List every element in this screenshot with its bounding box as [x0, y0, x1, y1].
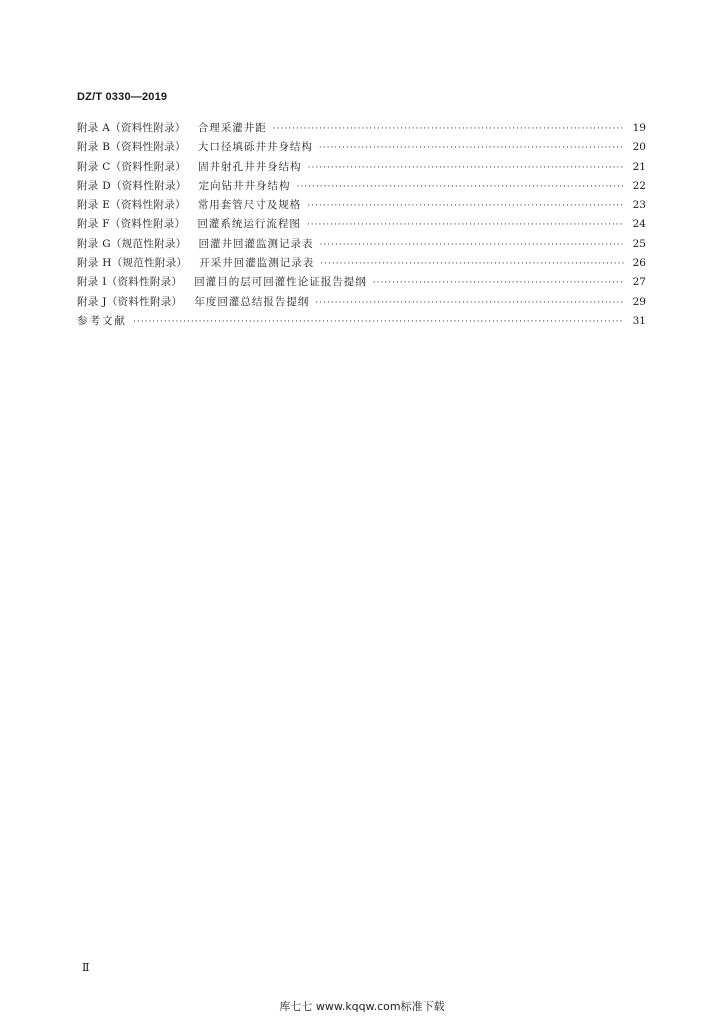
- toc-entry-title: 定向钻井井身结构: [198, 179, 291, 192]
- toc-dot-leader: [307, 197, 624, 216]
- toc-appendix-label: 附录 A（资料性附录）: [77, 122, 186, 134]
- toc-page-number: 26: [632, 257, 646, 270]
- toc-entry-references[interactable]: [77, 312, 646, 331]
- toc-entry-appendix-a[interactable]: [77, 119, 646, 138]
- toc-entry-appendix-j[interactable]: [77, 293, 646, 312]
- toc-entry-appendix-b[interactable]: [77, 138, 646, 157]
- toc-appendix-label: 附录 G（规范性附录）: [77, 237, 187, 250]
- toc-dot-leader: [133, 313, 624, 332]
- page-number: Ⅱ: [82, 961, 90, 974]
- toc-page-number: 19: [632, 122, 646, 134]
- toc-dot-leader: [307, 216, 624, 235]
- toc-entry-title: 固井射孔井井身结构: [198, 160, 302, 173]
- toc-entry-appendix-i[interactable]: [77, 273, 646, 292]
- toc-entry-appendix-h[interactable]: [77, 254, 646, 273]
- toc-dot-leader: [308, 159, 624, 178]
- download-watermark: 库七七 www.kqqw.com标准下载: [279, 1000, 445, 1013]
- toc-appendix-label: 附录 B（资料性附录）: [77, 141, 186, 154]
- toc-entry-appendix-f[interactable]: [77, 215, 646, 234]
- toc-entry-appendix-d[interactable]: [77, 177, 646, 196]
- toc-appendix-label: 附录 H（规范性附录）: [77, 257, 188, 270]
- toc-dot-leader: [319, 139, 624, 158]
- toc-page-number: 29: [632, 295, 646, 308]
- toc-dot-leader: [320, 255, 624, 274]
- toc-page-number: 23: [632, 199, 646, 212]
- toc-appendix-label: 附录 J（资料性附录）: [77, 295, 183, 308]
- toc-dot-leader: [320, 236, 624, 255]
- toc-appendix-label: 附录 F（资料性附录）: [77, 218, 186, 231]
- toc-entry-appendix-c[interactable]: [77, 158, 646, 177]
- toc-entry-title: 常用套管尺寸及规格: [197, 199, 302, 212]
- toc-page-number: 27: [632, 276, 646, 289]
- toc-entry-title: 合理采灌井距: [197, 122, 267, 134]
- toc-page-number: 20: [632, 141, 646, 154]
- toc-entry-title: 大口径填砾井井身结构: [197, 141, 313, 154]
- toc-page-number: 25: [632, 237, 646, 250]
- toc-page-number: 24: [632, 218, 646, 231]
- toc-dot-leader: [315, 294, 624, 313]
- standard-code: DZ/T 0330—2019: [77, 91, 168, 103]
- toc-appendix-label: 附录 C（资料性附录）: [77, 160, 187, 173]
- toc-entry-title: 开采井回灌监测记录表: [199, 257, 315, 270]
- toc-entry-title: 参考文献: [77, 314, 127, 327]
- toc-page-number: 22: [632, 179, 646, 192]
- toc-dot-leader: [273, 120, 624, 139]
- toc-page-number: 21: [632, 160, 646, 173]
- toc-dot-leader: [297, 178, 624, 197]
- toc-entry-appendix-g[interactable]: [77, 235, 646, 254]
- toc-page-number: 31: [632, 314, 646, 327]
- toc-dot-leader: [373, 274, 624, 293]
- toc-entry-title: 回灌系统运行流程图: [197, 218, 301, 231]
- toc-appendix-label: 附录 D（资料性附录）: [77, 179, 187, 192]
- table-of-contents: [77, 119, 646, 331]
- toc-appendix-label: 附录 I（资料性附录）: [77, 276, 183, 289]
- toc-entry-title: 回灌井回灌监测记录表: [198, 237, 314, 250]
- toc-entry-title: 回灌目的层可回灌性论证报告提纲: [194, 276, 367, 289]
- toc-entry-appendix-e[interactable]: [77, 196, 646, 215]
- toc-entry-title: 年度回灌总结报告提纲: [194, 295, 310, 308]
- toc-appendix-label: 附录 E（资料性附录）: [77, 199, 186, 212]
